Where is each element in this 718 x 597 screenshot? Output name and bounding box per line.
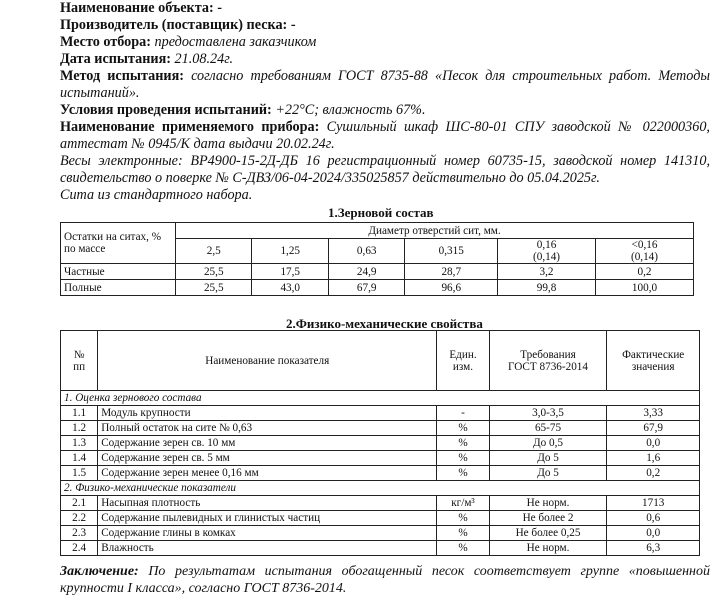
row-name: Содержание зерен св. 10 мм — [98, 436, 437, 451]
grain-value: 0,2 — [595, 264, 693, 280]
row-unit: % — [437, 466, 489, 481]
row-number: 1.4 — [61, 451, 98, 466]
row-requirement: Не более 2 — [489, 511, 607, 526]
row-requirement: 3,0-3,5 — [489, 406, 607, 421]
grain-value: 17,5 — [252, 264, 328, 280]
report-header — [60, 0, 710, 204]
scales-line: Весы электронные: ВР4900-15-2Д-ДБ 16 регистрационный номер 60735-15, заводской номер 141310, свидетельство о поверке № С-ДВЗ/06-04-2024/335025857 действительно до 05.04.2025г. — [60, 153, 710, 186]
sieve-size: 2,5 — [176, 239, 252, 264]
row-name: Содержание глины в комках — [98, 526, 437, 541]
grain-row-label: Частные — [61, 264, 176, 280]
row-requirement: До 5 — [489, 466, 607, 481]
table-row — [61, 511, 700, 526]
row-fact: 3,33 — [607, 406, 700, 421]
grain-value: 28,7 — [405, 264, 498, 280]
grain-value: 25,5 — [176, 264, 252, 280]
grain-value: 3,2 — [498, 264, 596, 280]
row-fact: 0,0 — [607, 436, 700, 451]
row-unit: % — [437, 451, 489, 466]
row-requirement: До 5 — [489, 451, 607, 466]
row-requirement: Не норм. — [489, 496, 607, 511]
sieve-size: 1,25 — [252, 239, 328, 264]
table-row — [61, 451, 700, 466]
group-1-label: 1. Оценка зернового состава — [61, 391, 700, 406]
row-unit: % — [437, 511, 489, 526]
row-unit: % — [437, 436, 489, 451]
sieve-size: 0,63 — [328, 239, 404, 264]
grain-value: 25,5 — [176, 280, 252, 296]
row-fact: 0,0 — [607, 526, 700, 541]
grain-value: 99,8 — [498, 280, 596, 296]
row-name: Содержание пылевидных и глинистых частиц — [98, 511, 437, 526]
table-row — [61, 466, 700, 481]
row-fact: 0,2 — [607, 466, 700, 481]
col-num-header: № пп — [61, 331, 98, 391]
row-number: 1.3 — [61, 436, 98, 451]
row-name: Содержание зерен св. 5 мм — [98, 451, 437, 466]
sampling-line: Место отбора: предоставлена заказчиком — [60, 34, 317, 50]
row-unit: % — [437, 421, 489, 436]
row-number: 2.4 — [61, 541, 98, 556]
sieve-size: 0,315 — [405, 239, 498, 264]
row-name: Содержание зерен менее 0,16 мм — [98, 466, 437, 481]
grain-title: 1.Зерновой состав — [328, 205, 434, 220]
row-fact: 1,6 — [607, 451, 700, 466]
table-row — [61, 496, 700, 511]
device-line: Наименование применяемого прибора: Сушильный шкаф ШС-80-01 СПУ заводской № 022000360, аттестат № 0945/К дата выдачи 20.02.24г. — [60, 119, 710, 152]
row-number: 2.1 — [61, 496, 98, 511]
method-line: Метод испытания: согласно требованиям ГОСТ 8735-88 «Песок для строительных работ. Методы испытаний». — [60, 68, 710, 101]
row-unit: % — [437, 541, 489, 556]
grain-diameter-header: Диаметр отверстий сит, мм. — [176, 223, 694, 239]
grain-left-header: Остатки на ситах, % по массе — [61, 223, 176, 264]
row-number: 1.2 — [61, 421, 98, 436]
grain-value: 24,9 — [328, 264, 404, 280]
row-requirement: Не норм. — [489, 541, 607, 556]
row-fact: 67,9 — [607, 421, 700, 436]
table-row — [61, 541, 700, 556]
row-name: Влажность — [98, 541, 437, 556]
row-number: 1.5 — [61, 466, 98, 481]
grain-value: 67,9 — [328, 280, 404, 296]
table-row — [61, 406, 700, 421]
sieve-size: <0,16 (0,14) — [595, 239, 693, 264]
date-line: Дата испытания: 21.08.24г. — [60, 51, 234, 67]
grain-value: 96,6 — [405, 280, 498, 296]
row-unit: % — [437, 526, 489, 541]
table-row — [61, 526, 700, 541]
sieve-size: 0,16 (0,14) — [498, 239, 596, 264]
row-unit: - — [437, 406, 489, 421]
props-table — [60, 330, 700, 556]
row-name: Насыпная плотность — [98, 496, 437, 511]
row-requirement: 65-75 — [489, 421, 607, 436]
row-requirement: До 0,5 — [489, 436, 607, 451]
conclusion: Заключение: По результатам испытания обогащенный песок соответствует группе «повышенной крупности I класса», согласно ГОСТ 8736-2014. — [60, 564, 710, 596]
row-fact: 1713 — [607, 496, 700, 511]
grain-row-label: Полные — [61, 280, 176, 296]
grain-row — [61, 264, 694, 280]
table-row — [61, 421, 700, 436]
props-title: 2.Физико-механические свойства — [286, 316, 483, 331]
table-row — [61, 436, 700, 451]
group-2-label: 2. Физико-механические показатели — [61, 481, 700, 496]
row-requirement: Не более 0,25 — [489, 526, 607, 541]
row-number: 2.2 — [61, 511, 98, 526]
object-line: Наименование объекта: - — [60, 0, 222, 16]
row-unit: кг/м³ — [437, 496, 489, 511]
row-fact: 0,6 — [607, 511, 700, 526]
col-name-header: Наименование показателя — [98, 331, 437, 391]
grain-value: 43,0 — [252, 280, 328, 296]
col-req-header: Требования ГОСТ 8736-2014 — [489, 331, 607, 391]
row-fact: 6,3 — [607, 541, 700, 556]
conditions-line: Условия проведения испытаний: +22°С; влажность 67%. — [60, 102, 426, 118]
row-number: 2.3 — [61, 526, 98, 541]
grain-value: 100,0 — [595, 280, 693, 296]
sieves-line: Сита из стандартного набора. — [60, 187, 253, 203]
grain-table — [60, 222, 694, 296]
row-number: 1.1 — [61, 406, 98, 421]
row-name: Модуль крупности — [98, 406, 437, 421]
grain-row — [61, 280, 694, 296]
row-name: Полный остаток на сите № 0,63 — [98, 421, 437, 436]
col-fact-header: Фактические значения — [607, 331, 700, 391]
producer-line: Производитель (поставщик) песка: - — [60, 17, 296, 33]
col-unit-header: Един. изм. — [437, 331, 489, 391]
